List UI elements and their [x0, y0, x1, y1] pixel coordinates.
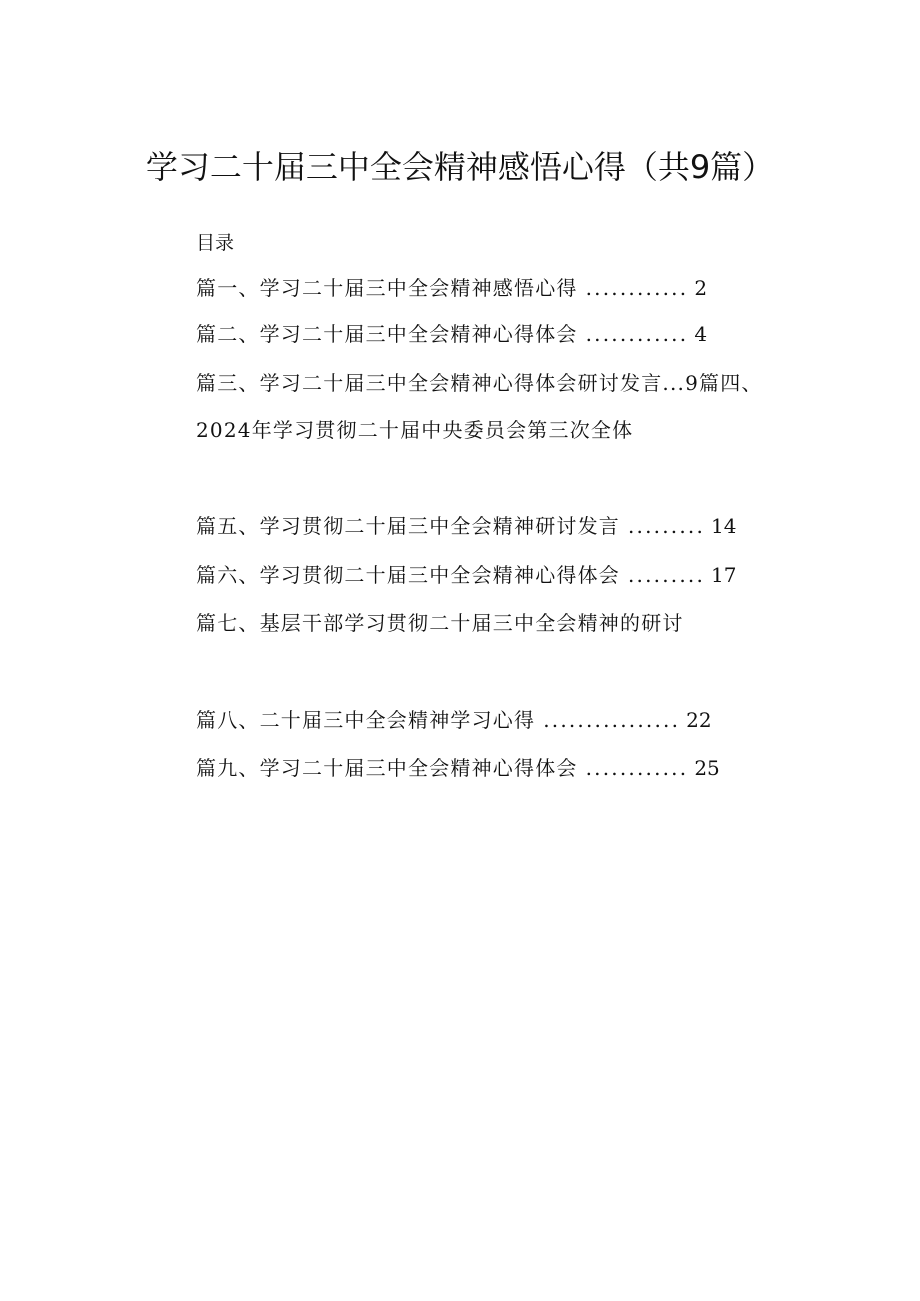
toc-entry-text: 篇一、学习二十届三中全会精神感悟心得 [196, 276, 578, 300]
toc-entry-5[interactable] [196, 511, 736, 541]
toc-entry-text: 2024年学习贯彻二十届中央委员会第三次全体 [196, 418, 634, 442]
toc-entry-text: 篇六、学习贯彻二十届三中全会精神心得体会 [196, 563, 620, 587]
document-title: 学习二十届三中全会精神感悟心得（共9篇） [145, 148, 775, 186]
toc-entry-7[interactable] [196, 608, 684, 638]
toc-entry-leader: ......... [628, 514, 706, 538]
toc-entry-page: 14 [711, 514, 737, 538]
toc-entry-leader: ............ [585, 322, 689, 346]
toc-entry-page: 17 [711, 563, 737, 587]
toc-entry-text: 篇二、学习二十届三中全会精神心得体会 [196, 322, 578, 346]
toc-entry-page: 4 [694, 322, 708, 346]
toc-entry-text: 篇八、二十届三中全会精神学习心得 [196, 708, 536, 732]
toc-heading: 目录 [196, 232, 235, 254]
toc-entry-6[interactable] [196, 560, 736, 590]
toc-entry-3-continuation[interactable] [196, 415, 633, 445]
toc-entry-leader: ................ [543, 708, 681, 732]
toc-entry-2[interactable] [196, 319, 707, 349]
toc-entry-page: 22 [686, 708, 712, 732]
toc-entry-leader: ......... [628, 563, 706, 587]
toc-entry-text: 篇五、学习贯彻二十届三中全会精神研讨发言 [196, 514, 620, 538]
toc-entry-page: 25 [694, 756, 720, 780]
toc-entry-text: 篇七、基层干部学习贯彻二十届三中全会精神的研讨 [196, 611, 684, 635]
toc-entry-8[interactable] [196, 705, 712, 735]
toc-entry-9[interactable] [196, 753, 720, 783]
toc-entry-1[interactable] [196, 273, 707, 303]
toc-entry-text: 篇三、学习二十届三中全会精神心得体会研讨发言...9篇四、 [196, 371, 763, 395]
toc-entry-leader: ............ [585, 276, 689, 300]
toc-entry-3[interactable] [196, 368, 763, 398]
toc-entry-text: 篇九、学习二十届三中全会精神心得体会 [196, 756, 578, 780]
toc-entry-leader: ............ [585, 756, 689, 780]
toc-entry-page: 2 [694, 276, 708, 300]
